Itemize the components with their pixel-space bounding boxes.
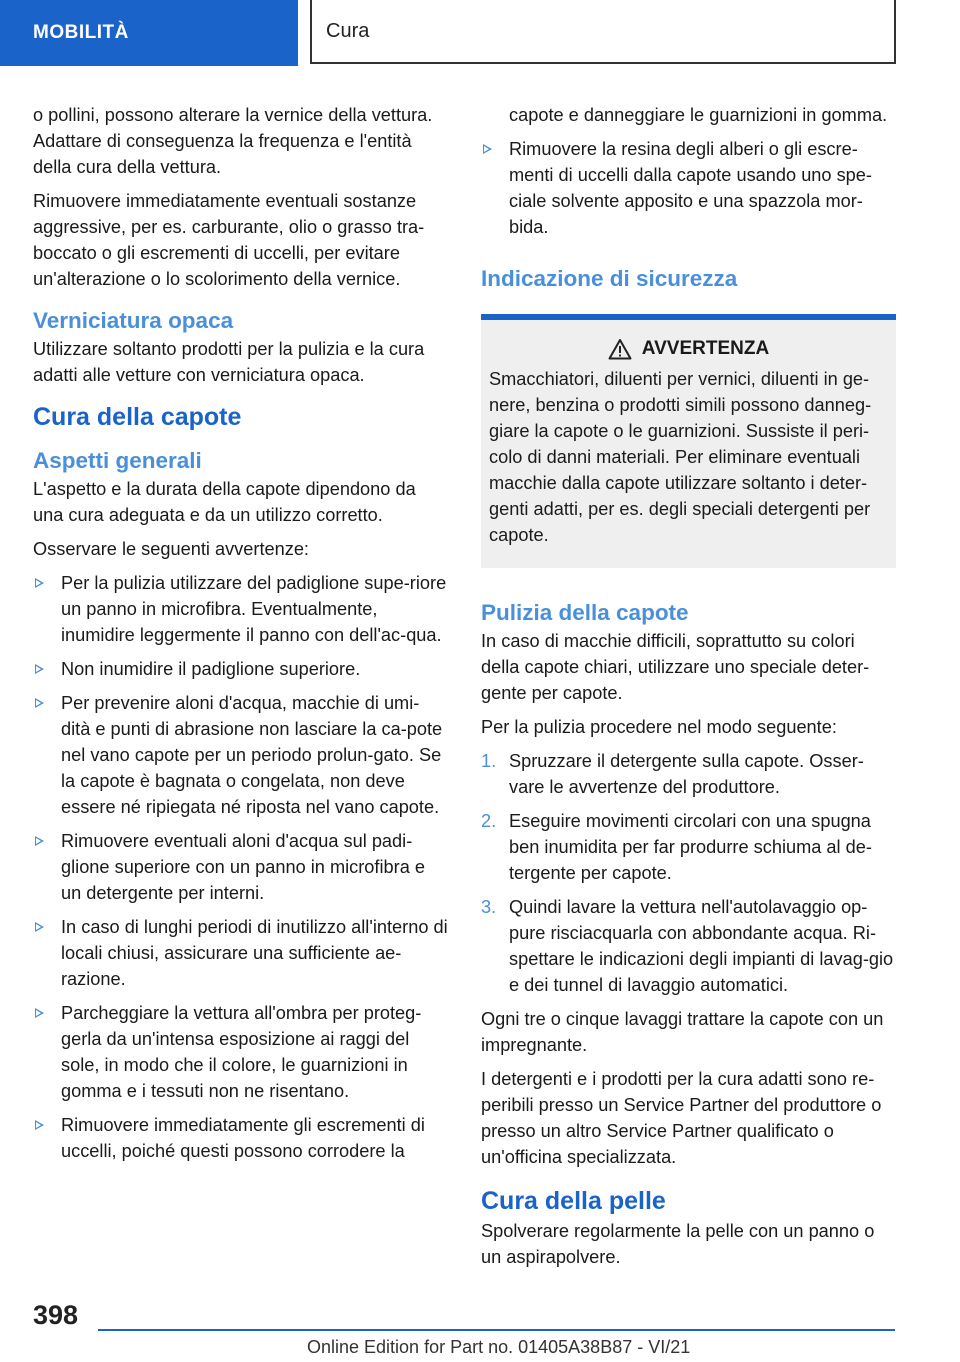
heading-general: Aspetti generali xyxy=(33,448,202,473)
bullet-triangle-icon xyxy=(35,836,44,846)
paragraph: Utilizzare soltanto prodotti per la pulizia e la cura adatti alle vetture con verniciatura opaca. xyxy=(33,339,425,385)
list-item: Rimuovere la resina degli alberi o gli escre-menti di uccelli dalla capote usando uno spe-ciale solvente apposito e una spazzola mor-bida. xyxy=(481,136,896,240)
warning-box xyxy=(481,314,896,568)
list-item: Per la pulizia utilizzare del padiglione supe-riore un panno in microfibra. Eventualmente, inumidire leggermente il panno con dell'ac-qua. xyxy=(33,570,448,648)
advice-list xyxy=(33,570,448,1164)
list-item: Parcheggiare la vettura all'ombra per proteg-gerla da un'intensa esposizione ai raggi del sole, in modo che il colore, le guarnizioni in gomma e i tessuti non ne risentano. xyxy=(33,1000,448,1104)
list-item: Rimuovere eventuali aloni d'acqua sul padi-glione superiore con un panno in microfibra e un detergente per interni. xyxy=(33,828,448,906)
bullet-triangle-icon xyxy=(35,1120,44,1130)
list-item: Per prevenire aloni d'acqua, macchie di umi-dità e punti di abrasione non lasciare la ca-pote nel vano capote per un periodo prolun-gato. Se la capote è bagnata o congelata, non deve essere né ripiegata né riposta nel vano capote. xyxy=(33,690,448,820)
paragraph: Spolverare regolarmente la pelle con un panno o un aspirapolvere. xyxy=(481,1221,875,1267)
paragraph: Osservare le seguenti avvertenze: xyxy=(33,539,309,559)
bullet-triangle-icon xyxy=(35,922,44,932)
heading-top-cleaning: Pulizia della capote xyxy=(481,600,689,625)
chapter-tab[interactable]: Cura xyxy=(310,0,896,64)
edition-note: Online Edition for Part no. 01405A38B87 - VI/21 xyxy=(307,1337,691,1357)
paragraph: Per la pulizia procedere nel modo seguente: xyxy=(481,717,837,737)
bullet-triangle-icon xyxy=(483,144,492,154)
paragraph: Rimuovere immediatamente eventuali sostanze aggressive, per es. carburante, olio o grasso tra-boccato o gli escrementi di uccelli, per evitare un'alterazione o lo scolorimento della vernice. xyxy=(33,191,425,289)
cleaning-steps xyxy=(481,748,896,998)
list-item: 2. Eseguire movimenti circolari con una spugna ben inumidita per far produrre schiuma al de-tergente per capote. xyxy=(481,811,872,883)
warning-triangle-icon xyxy=(608,338,632,360)
list-item: Non inumidire il padiglione superiore. xyxy=(33,656,448,682)
list-item: 1. Spruzzare il detergente sulla capote. Osser-vare le avvertenze del produttore. xyxy=(481,751,864,797)
advice-list-continued xyxy=(481,136,896,240)
paragraph: In caso di macchie difficili, soprattutto su colori della capote chiari, utilizzare uno speciale deter-gente per capote. xyxy=(481,631,870,703)
list-item: 3. Quindi lavare la vettura nell'autolavaggio op-pure risciacquarla con abbondante acqua. Ri-spettare le indicazioni degli impianti di lavag-gio e dei tunnel di lavaggio automatici. xyxy=(481,897,894,995)
warning-title: AVVERTENZA xyxy=(489,338,888,360)
list-item: Rimuovere immediatamente gli escrementi di uccelli, poiché questi possono corrodere la xyxy=(33,1112,448,1164)
warning-text: Smacchiatori, diluenti per vernici, diluenti in ge-nere, benzina o prodotti simili possono danneg-giare la capote o le guarnizioni. Sussiste il peri-colo di danni materiali. Per eliminare eventuali macchie dalla capote utilizzare soltanto i deter-genti adatti, per es. degli speciali detergenti per capote. xyxy=(489,369,872,545)
heading-safety: Indicazione di sicurezza xyxy=(481,266,738,291)
bullet-triangle-icon xyxy=(35,664,44,674)
paragraph: L'aspetto e la durata della capote dipendono da una cura adeguata e da un utilizzo corretto. xyxy=(33,479,416,525)
heading-leather-care: Cura della pelle xyxy=(481,1187,666,1215)
paragraph: Ogni tre o cinque lavaggi trattare la capote con un impregnante. xyxy=(481,1009,884,1055)
bullet-triangle-icon xyxy=(35,698,44,708)
left-column xyxy=(33,102,448,1172)
bullet-triangle-icon xyxy=(35,578,44,588)
heading-top-care: Cura della capote xyxy=(33,403,242,431)
right-column xyxy=(481,102,896,1278)
section-tab[interactable]: MOBILITÀ xyxy=(0,0,298,66)
paragraph: I detergenti e i prodotti per la cura adatti sono re-peribili presso un Service Partner del produttore o presso un altro Service Partner qualificato o un'officina specializzata. xyxy=(481,1069,882,1167)
list-item: In caso di lunghi periodi di inutilizzo all'interno di locali chiusi, assicurare una sufficiente ae-razione. xyxy=(33,914,448,992)
bullet-triangle-icon xyxy=(35,1008,44,1018)
footer-divider xyxy=(98,1329,895,1331)
page-header xyxy=(0,0,960,66)
page-number: 398 xyxy=(33,1300,79,1330)
heading-matte-paint: Verniciatura opaca xyxy=(33,308,234,333)
list-continuation: capote e danneggiare le guarnizioni in gomma. xyxy=(509,105,888,125)
paragraph: o pollini, possono alterare la vernice della vettura. Adattare di conseguenza la frequenza e l'entità della cura della vettura. xyxy=(33,105,433,177)
